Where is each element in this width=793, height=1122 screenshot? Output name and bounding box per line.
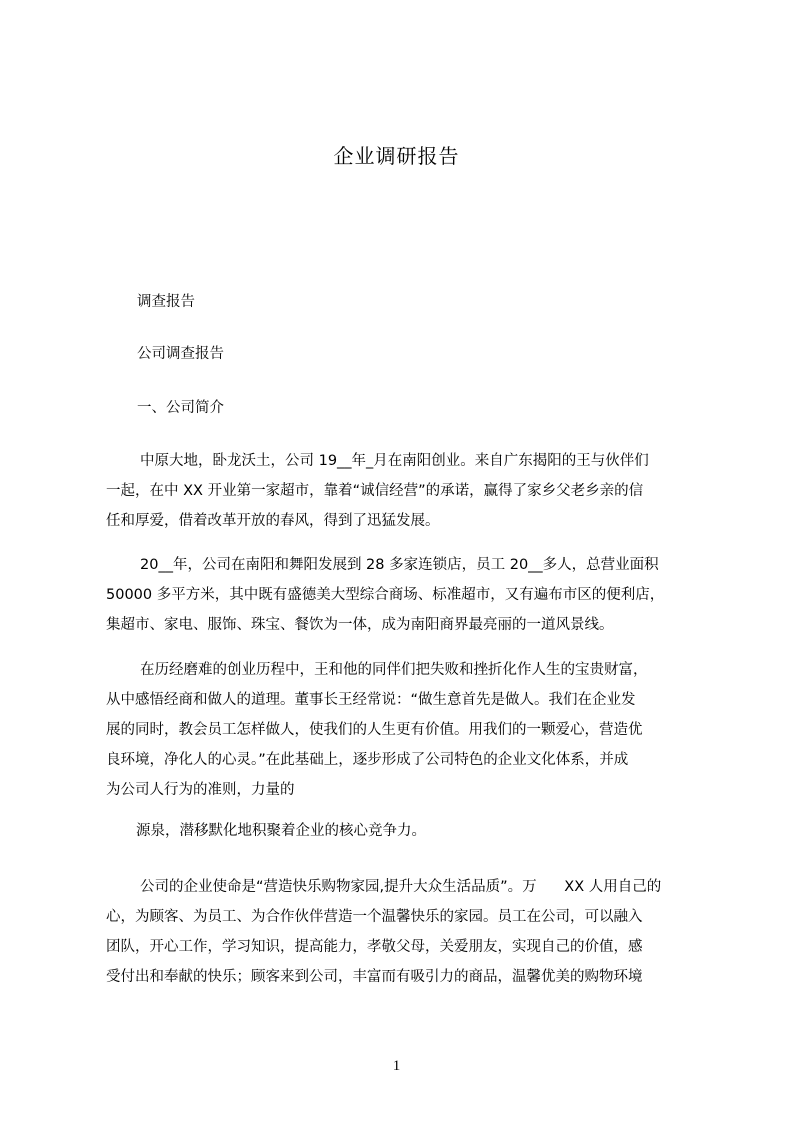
- paragraph-growth: [106, 550, 793, 640]
- paragraph-philosophy: [106, 655, 793, 805]
- paragraph-line: 公司的企业使命是“营造快乐购物家园,提升大众生活品质”。万 XX 人用自己的: [140, 879, 662, 895]
- heading-company-profile: 一、公司简介: [137, 400, 224, 416]
- document-title: 企业调研报告: [333, 144, 460, 168]
- paragraph-line: 任和厚爱，借着改革开放的春风，得到了迅猛发展。: [106, 513, 440, 529]
- paragraph-line: 50000 多平方米，其中既有盛德美大型综合商场、标准超市，又有遍布市区的便利店，: [106, 587, 665, 603]
- paragraph-line: 展的同时，教会员工怎样做人，使我们的人生更有价值。用我们的一颗爱心，营造优: [106, 722, 643, 738]
- paragraph-line: 20__年，公司在南阳和舞阳发展到 28 多家连锁店，员工 20__多人，总营业面积: [140, 557, 659, 573]
- paragraph-line: 集超市、家电、服饰、珠宝、餐饮为一体，成为南阳商界最亮丽的一道风景线。: [106, 617, 614, 633]
- paragraph-mission: [106, 872, 793, 992]
- paragraph-line: 心，为顾客、为员工、为合作伙伴营造一个温馨快乐的家园。员工在公司，可以融入: [106, 909, 643, 925]
- paragraph-line: 受付出和奉献的快乐；顾客来到公司，丰富而有吸引力的商品，温馨优美的购物环境: [106, 969, 643, 985]
- paragraph-core-competence: [102, 816, 793, 846]
- paragraph-origin: [106, 446, 793, 536]
- paragraph-line: 团队，开心工作，学习知识，提高能力，孝敬父母，关爱朋友，实现自己的价值，感: [106, 939, 643, 955]
- paragraph-line: 为公司人行为的准则，力量的: [106, 782, 295, 798]
- paragraph-line: 良环境，净化人的心灵。”在此基础上，逐步形成了公司特色的企业文化体系，并成: [106, 752, 629, 768]
- page-number: 1: [392, 1058, 401, 1074]
- heading-company-survey-report: 公司调查报告: [137, 346, 224, 362]
- paragraph-line: 源泉，潜移默化地积聚着企业的核心竞争力。: [136, 823, 426, 839]
- paragraph-line: 一起，在中 XX 开业第一家超市，靠着“诚信经营”的承诺，赢得了家乡父老乡亲的信: [106, 483, 644, 499]
- paragraph-line: 中原大地，卧龙沃土，公司 19__年_月在南阳创业。来自广东揭阳的王与伙伴们: [140, 453, 649, 469]
- heading-survey-report: 调查报告: [137, 294, 195, 310]
- paragraph-line: 从中感悟经商和做人的道理。董事长王经常说：“做生意首先是做人。我们在企业发: [106, 692, 636, 708]
- paragraph-line: 在历经磨难的创业历程中，王和他的同伴们把失败和挫折化作人生的宝贵财富，: [140, 662, 648, 678]
